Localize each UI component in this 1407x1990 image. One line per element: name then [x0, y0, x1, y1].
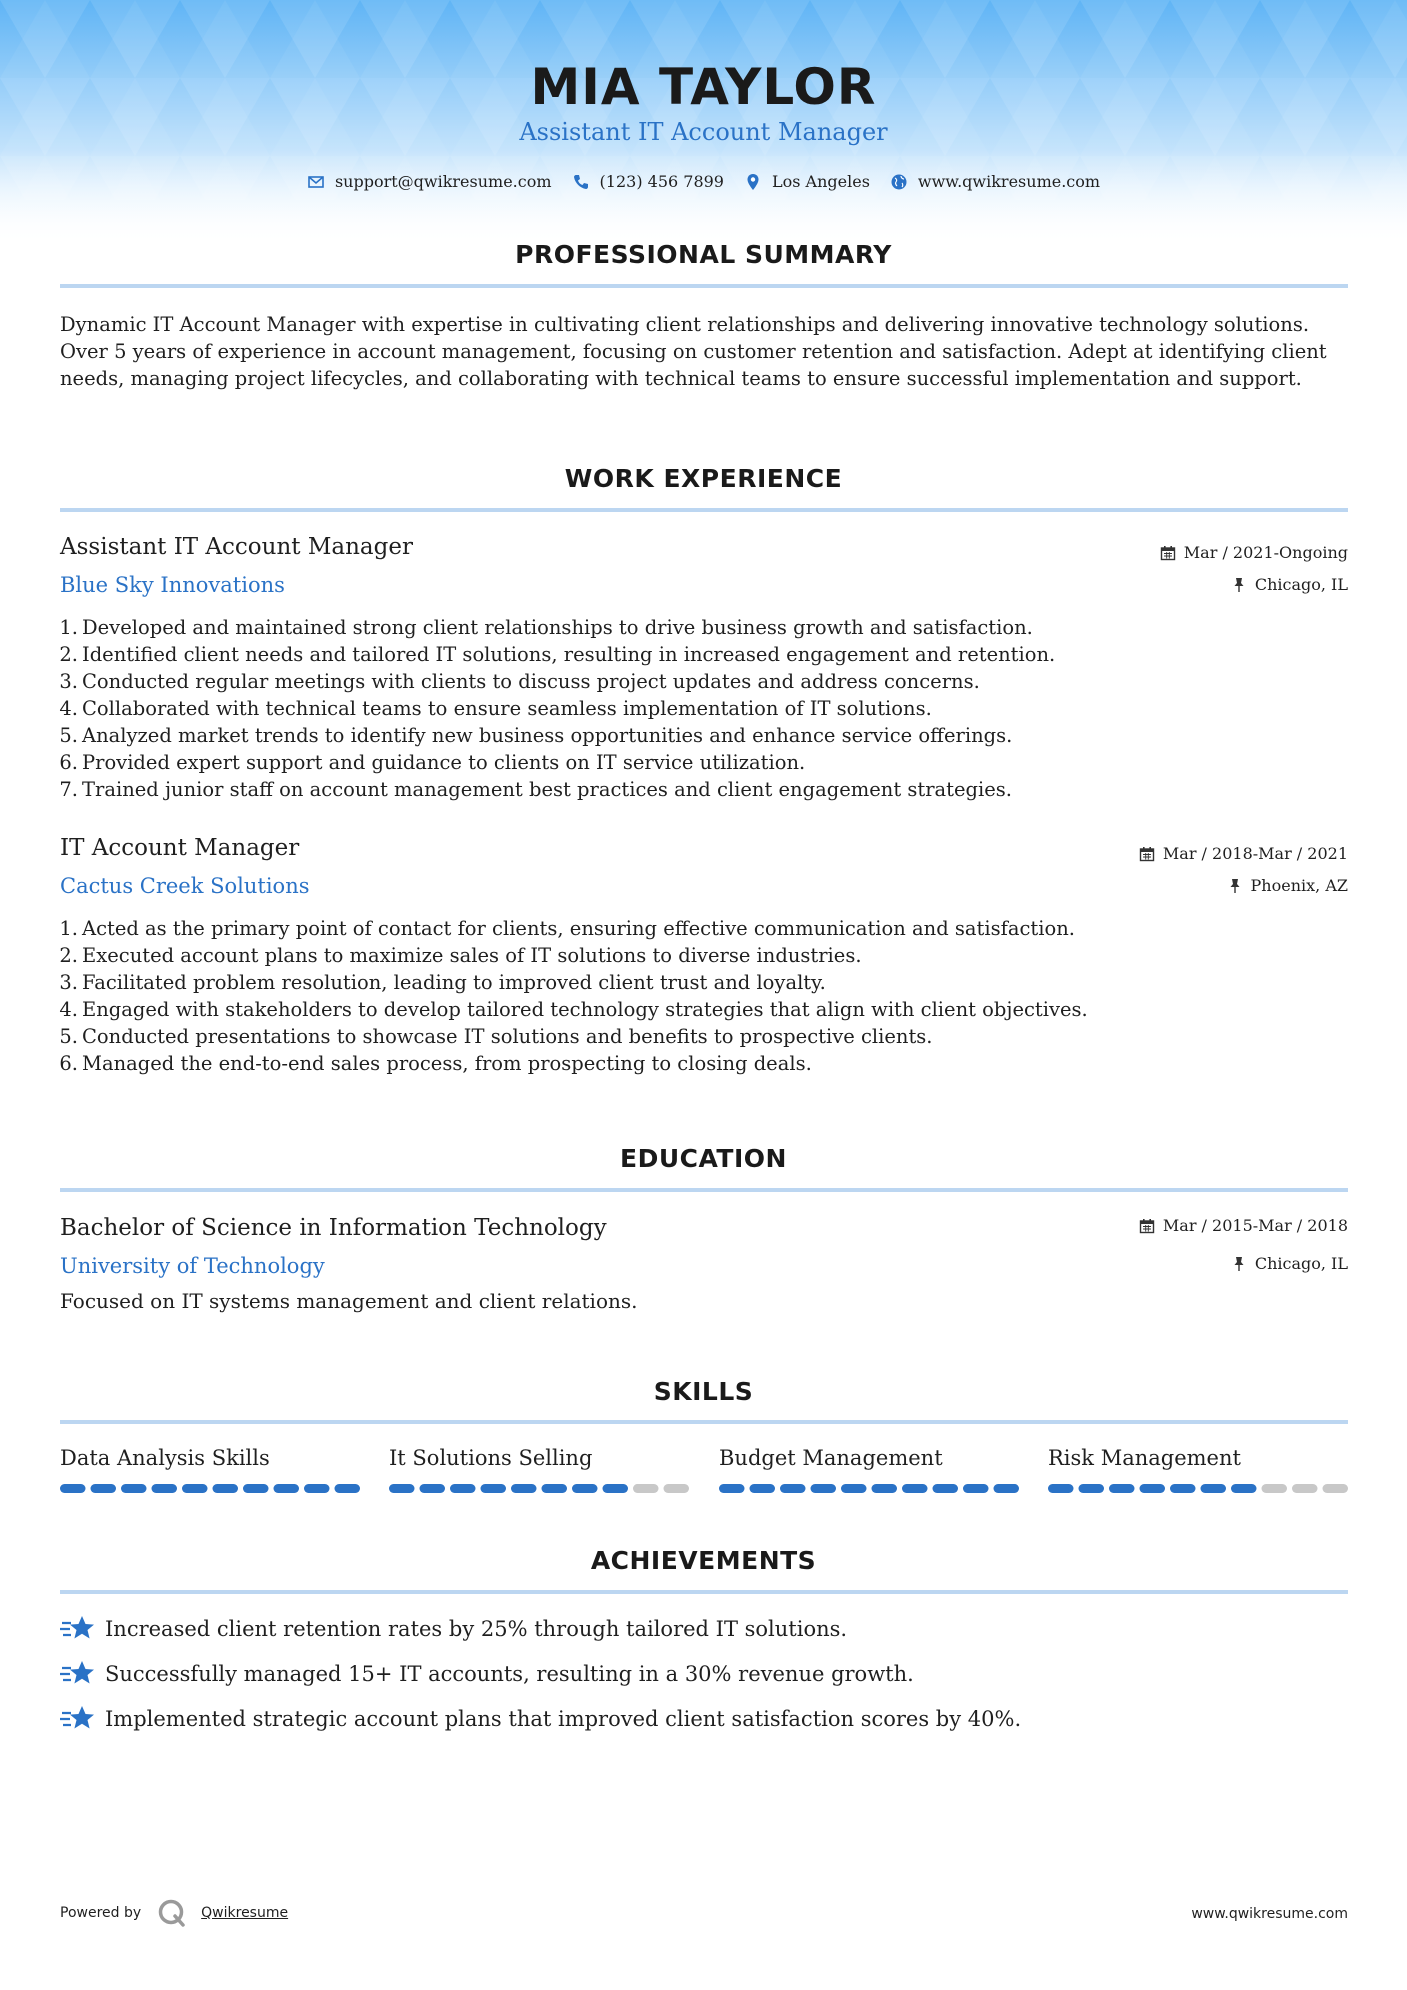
skill-name: Budget Management — [719, 1446, 943, 1470]
shooting-star-icon — [60, 1659, 94, 1689]
skill-segment-filled — [481, 1484, 507, 1493]
contact-location — [744, 172, 870, 191]
location-text: Los Angeles — [771, 172, 870, 191]
skill-segment-empty — [1262, 1484, 1288, 1493]
shooting-star-icon — [60, 1704, 94, 1734]
skill-segment-filled — [91, 1484, 117, 1493]
list-item: 1. Developed and maintained strong client relationships to drive business growth and satisfaction. — [59, 616, 1033, 639]
experience-heading: WORK EXPERIENCE — [564, 464, 843, 493]
school-name: University of Technology — [60, 1254, 325, 1278]
section-divider — [60, 1590, 1348, 1594]
list-item: 4. Collaborated with technical teams to ensure seamless implementation of IT solutions. — [59, 697, 932, 720]
skill-name: Risk Management — [1048, 1446, 1241, 1470]
skill-item — [719, 1446, 1019, 1470]
skill-segment-filled — [1140, 1484, 1166, 1493]
skill-segment-filled — [274, 1484, 300, 1493]
skill-segment-filled — [933, 1484, 959, 1493]
footer-website-link[interactable]: www.qwikresume.com — [1191, 1906, 1348, 1922]
phone-text: (123) 456 7899 — [599, 172, 724, 191]
skill-segment-filled — [450, 1484, 476, 1493]
achievement-text: Implemented strategic account plans that improved client satisfaction scores by 40%. — [105, 1707, 1022, 1731]
list-item: 5. Analyzed market trends to identify new business opportunities and enhance service offerings. — [59, 724, 1013, 747]
achievement-text: Increased client retention rates by 25% through tailored IT solutions. — [105, 1617, 848, 1641]
footer-powered-by — [60, 1898, 288, 1928]
job-title: Assistant IT Account Manager — [60, 534, 413, 560]
contact-phone[interactable] — [572, 172, 724, 191]
job-bullets — [55, 915, 1088, 1077]
skill-segment-empty — [633, 1484, 659, 1493]
skill-segment-filled — [1201, 1484, 1227, 1493]
section-divider — [60, 1188, 1348, 1192]
skill-segment-filled — [121, 1484, 147, 1493]
list-item: 7. Trained junior staff on account management best practices and client engagement strategies. — [59, 778, 1012, 801]
qwikresume-logo-icon — [157, 1898, 187, 1928]
brand-link[interactable]: Qwikresume — [201, 1905, 289, 1921]
skill-segment-filled — [511, 1484, 537, 1493]
skill-segment-filled — [872, 1484, 898, 1493]
skill-segment-filled — [420, 1484, 446, 1493]
list-item: 3. Conducted regular meetings with clients to discuss project updates and address concerns. — [59, 670, 980, 693]
email-text: support@qwikresume.com — [334, 172, 552, 191]
pushpin-icon — [1231, 577, 1247, 593]
skill-level-bar — [1048, 1484, 1348, 1493]
achievements-heading: ACHIEVEMENTS — [590, 1546, 817, 1575]
skill-segment-filled — [719, 1484, 745, 1493]
skill-segment-filled — [1109, 1484, 1135, 1493]
summary-heading: PROFESSIONAL SUMMARY — [515, 240, 892, 269]
candidate-role: Assistant IT Account Manager — [519, 118, 888, 146]
list-item: 3. Facilitated problem resolution, leading to improved client trust and loyalty. — [59, 971, 826, 994]
skill-item — [60, 1446, 360, 1470]
skill-segment-filled — [811, 1484, 837, 1493]
calendar-icon — [1160, 545, 1176, 561]
location-text: Chicago, IL — [1254, 1254, 1348, 1273]
job-location — [1231, 575, 1348, 594]
skill-segment-filled — [1048, 1484, 1074, 1493]
powered-by-label: Powered by — [60, 1905, 142, 1921]
dates-text: Mar / 2015-Mar / 2018 — [1162, 1216, 1348, 1235]
location-text: Chicago, IL — [1254, 575, 1348, 594]
candidate-name: MIA TAYLOR — [530, 58, 877, 116]
pushpin-icon — [1231, 1256, 1247, 1272]
job-dates — [1139, 844, 1348, 863]
list-item: 6. Managed the end-to-end sales process, from prospecting to closing deals. — [59, 1052, 812, 1075]
skill-segment-filled — [1231, 1484, 1257, 1493]
contact-website[interactable] — [890, 172, 1100, 191]
skill-segment-filled — [1079, 1484, 1105, 1493]
skill-segment-filled — [572, 1484, 598, 1493]
list-item: 6. Provided expert support and guidance to clients on IT service utilization. — [59, 751, 806, 774]
education-description: Focused on IT systems management and client relations. — [60, 1289, 638, 1313]
skill-segment-filled — [780, 1484, 806, 1493]
job-bullets — [55, 614, 1055, 803]
skill-segment-filled — [60, 1484, 86, 1493]
skill-segment-filled — [841, 1484, 867, 1493]
job-dates — [1160, 543, 1348, 562]
skill-name: Data Analysis Skills — [60, 1446, 270, 1470]
skill-segment-filled — [304, 1484, 330, 1493]
education-dates — [1139, 1216, 1348, 1235]
degree-title: Bachelor of Science in Information Technology — [60, 1215, 607, 1241]
pushpin-icon — [1227, 878, 1243, 894]
dates-text: Mar / 2021-Ongoing — [1183, 543, 1348, 562]
skill-level-bar — [389, 1484, 689, 1493]
skill-segment-filled — [902, 1484, 928, 1493]
job-title: IT Account Manager — [60, 835, 300, 861]
list-item: 2. Identified client needs and tailored IT solutions, resulting in increased engagement and retention. — [59, 643, 1056, 666]
summary-text: Dynamic IT Account Manager with expertise in cultivating client relationships and delivering innovative technology solutions. Over 5 years of experience in account management, focusing on customer retention and satisfaction. Adept at identifying client needs, managing project lifecycles, and collaborating with technical teams to ensure successful implementation and support. — [60, 313, 1327, 390]
skill-segment-filled — [750, 1484, 776, 1493]
list-item: 4. Engaged with stakeholders to develop tailored technology strategies that align with client objectives. — [59, 998, 1088, 1021]
skill-segment-filled — [213, 1484, 239, 1493]
company-name: Blue Sky Innovations — [60, 573, 285, 597]
contact-bar — [0, 172, 1407, 191]
skill-segment-filled — [603, 1484, 629, 1493]
skill-item — [1048, 1446, 1348, 1470]
globe-icon — [890, 173, 908, 191]
dates-text: Mar / 2018-Mar / 2021 — [1162, 844, 1348, 863]
skill-segment-filled — [542, 1484, 568, 1493]
job-location — [1227, 876, 1348, 895]
skill-segment-filled — [963, 1484, 989, 1493]
skill-segment-filled — [994, 1484, 1020, 1493]
education-location — [1231, 1254, 1348, 1273]
skill-segment-filled — [389, 1484, 415, 1493]
skill-segment-filled — [182, 1484, 208, 1493]
skill-name: It Solutions Selling — [389, 1446, 593, 1470]
skill-segment-filled — [152, 1484, 178, 1493]
list-item: 1. Acted as the primary point of contact for clients, ensuring effective communication and satisfaction. — [59, 917, 1075, 940]
calendar-icon — [1139, 1218, 1155, 1234]
envelope-icon — [307, 173, 325, 191]
location-text: Phoenix, AZ — [1250, 876, 1348, 895]
skill-segment-filled — [1170, 1484, 1196, 1493]
map-marker-icon — [744, 173, 762, 191]
skill-item — [389, 1446, 689, 1470]
skill-segment-filled — [335, 1484, 361, 1493]
skills-heading: SKILLS — [653, 1377, 754, 1406]
education-heading: EDUCATION — [620, 1144, 787, 1173]
skill-segment-empty — [1292, 1484, 1318, 1493]
skill-segment-filled — [243, 1484, 269, 1493]
skill-level-bar — [60, 1484, 360, 1493]
skill-segment-empty — [664, 1484, 690, 1493]
section-divider — [60, 508, 1348, 512]
shooting-star-icon — [60, 1614, 94, 1644]
achievement-item — [60, 1704, 1021, 1734]
skill-level-bar — [719, 1484, 1019, 1493]
section-divider — [60, 284, 1348, 288]
achievement-item — [60, 1614, 847, 1644]
list-item: 2. Executed account plans to maximize sales of IT solutions to diverse industries. — [59, 944, 862, 967]
section-divider — [60, 1420, 1348, 1424]
achievement-item — [60, 1659, 914, 1689]
calendar-icon — [1139, 846, 1155, 862]
website-text: www.qwikresume.com — [917, 172, 1101, 191]
contact-email[interactable] — [307, 172, 552, 191]
company-name: Cactus Creek Solutions — [60, 874, 310, 898]
list-item: 5. Conducted presentations to showcase IT solutions and benefits to prospective clients. — [59, 1025, 933, 1048]
skill-segment-empty — [1323, 1484, 1349, 1493]
phone-icon — [572, 173, 590, 191]
achievement-text: Successfully managed 15+ IT accounts, resulting in a 30% revenue growth. — [105, 1662, 914, 1686]
